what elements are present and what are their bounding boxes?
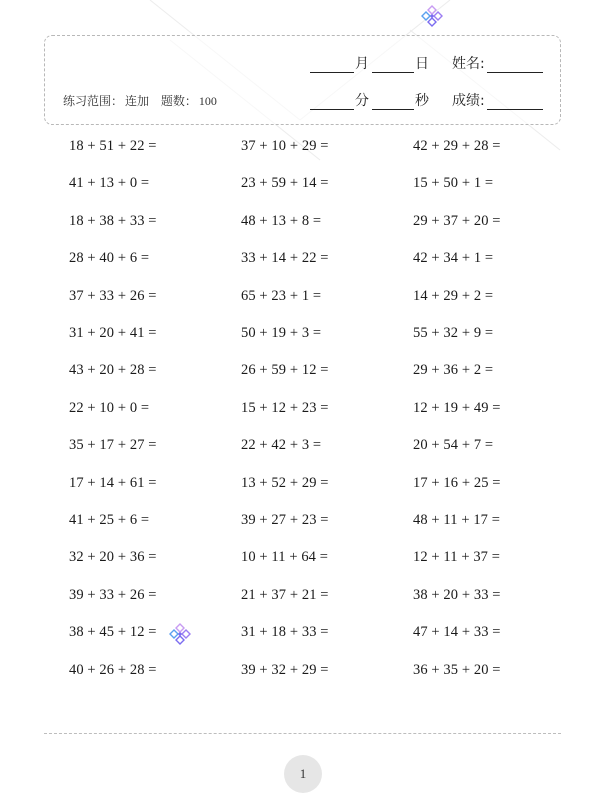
second-blank[interactable] — [372, 93, 414, 110]
problem-item: 37 + 10 + 29 = — [241, 138, 329, 154]
problem-item: 37 + 33 + 26 = — [69, 287, 157, 304]
problem-item: 41 + 25 + 6 = — [69, 512, 150, 528]
problem-item: 23 + 59 + 14 = — [241, 175, 329, 192]
footer-divider — [44, 733, 561, 734]
problem-item: 22 + 10 + 0 = — [69, 399, 150, 416]
problem-item: 15 + 12 + 23 = — [241, 399, 329, 416]
problem-item: 13 + 52 + 29 = — [241, 474, 329, 491]
practice-scope — [63, 92, 219, 109]
problem-item: 33 + 14 + 22 = — [241, 250, 329, 267]
problem-item: 41 + 13 + 0 = — [69, 175, 150, 192]
scope-label: 练习范围： — [63, 94, 124, 108]
problem-item: 28 + 40 + 6 = — [69, 250, 150, 267]
problem-item: 48 + 11 + 17 = — [413, 512, 501, 528]
problem-item: 32 + 20 + 36 = — [69, 549, 157, 566]
problem-item: 42 + 29 + 28 = — [413, 138, 501, 154]
problem-item: 31 + 18 + 33 = — [241, 624, 329, 641]
problem-item: 39 + 27 + 23 = — [241, 512, 329, 528]
score-blank[interactable] — [487, 93, 543, 110]
problem-item: 65 + 23 + 1 = — [241, 287, 322, 304]
snowflake-ornament-icon — [168, 622, 192, 646]
problem-item: 26 + 59 + 12 = — [241, 362, 329, 379]
problem-item: 12 + 19 + 49 = — [413, 399, 501, 416]
day-label: 日 — [415, 56, 429, 72]
name-label: 姓名: — [452, 56, 485, 72]
problem-item: 38 + 20 + 33 = — [413, 586, 501, 603]
problem-item: 35 + 17 + 27 = — [69, 437, 157, 454]
problem-item: 50 + 19 + 3 = — [241, 325, 322, 341]
problem-item: 15 + 50 + 1 = — [413, 175, 494, 192]
problem-item: 20 + 54 + 7 = — [413, 437, 494, 454]
problem-item: 40 + 26 + 28 = — [69, 661, 157, 678]
problem-item: 29 + 36 + 2 = — [413, 362, 494, 379]
problem-item: 22 + 42 + 3 = — [241, 437, 322, 454]
problem-item: 48 + 13 + 8 = — [241, 212, 322, 229]
problem-item: 31 + 20 + 41 = — [69, 325, 157, 341]
problem-item: 43 + 20 + 28 = — [69, 362, 157, 379]
problem-item: 36 + 35 + 20 = — [413, 661, 501, 678]
page-number: 1 — [284, 755, 322, 793]
problem-item: 17 + 14 + 61 = — [69, 474, 157, 491]
problem-item: 18 + 38 + 33 = — [69, 212, 157, 229]
day-blank[interactable] — [372, 56, 414, 73]
problem-item: 39 + 32 + 29 = — [241, 661, 329, 678]
problem-item: 12 + 11 + 37 = — [413, 549, 501, 566]
minute-blank[interactable] — [310, 93, 354, 110]
time-score-row — [310, 90, 543, 110]
worksheet-header — [44, 35, 561, 125]
date-name-row — [310, 53, 543, 73]
problem-item: 47 + 14 + 33 = — [413, 624, 501, 641]
second-label: 秒 — [415, 93, 429, 109]
month-blank[interactable] — [310, 56, 354, 73]
problem-item: 21 + 37 + 21 = — [241, 586, 329, 603]
problem-item: 10 + 11 + 64 = — [241, 549, 329, 566]
snowflake-ornament-icon — [420, 4, 444, 28]
month-label: 月 — [355, 56, 369, 72]
count-label: 题数： — [160, 94, 197, 108]
problem-item: 42 + 34 + 1 = — [413, 250, 494, 267]
problem-item: 29 + 37 + 20 = — [413, 212, 501, 229]
problem-item: 17 + 16 + 25 = — [413, 474, 501, 491]
count-value: 100 — [198, 94, 217, 108]
minute-label: 分 — [355, 93, 369, 109]
problem-item: 39 + 33 + 26 = — [69, 586, 157, 603]
problem-item: 38 + 45 + 12 = — [69, 624, 157, 641]
problem-item: 18 + 51 + 22 = — [69, 138, 157, 154]
problem-item: 55 + 32 + 9 = — [413, 325, 494, 341]
problem-item: 14 + 29 + 2 = — [413, 287, 494, 304]
score-label: 成绩: — [452, 93, 485, 109]
scope-value: 连加 — [125, 94, 150, 108]
name-blank[interactable] — [487, 56, 543, 73]
